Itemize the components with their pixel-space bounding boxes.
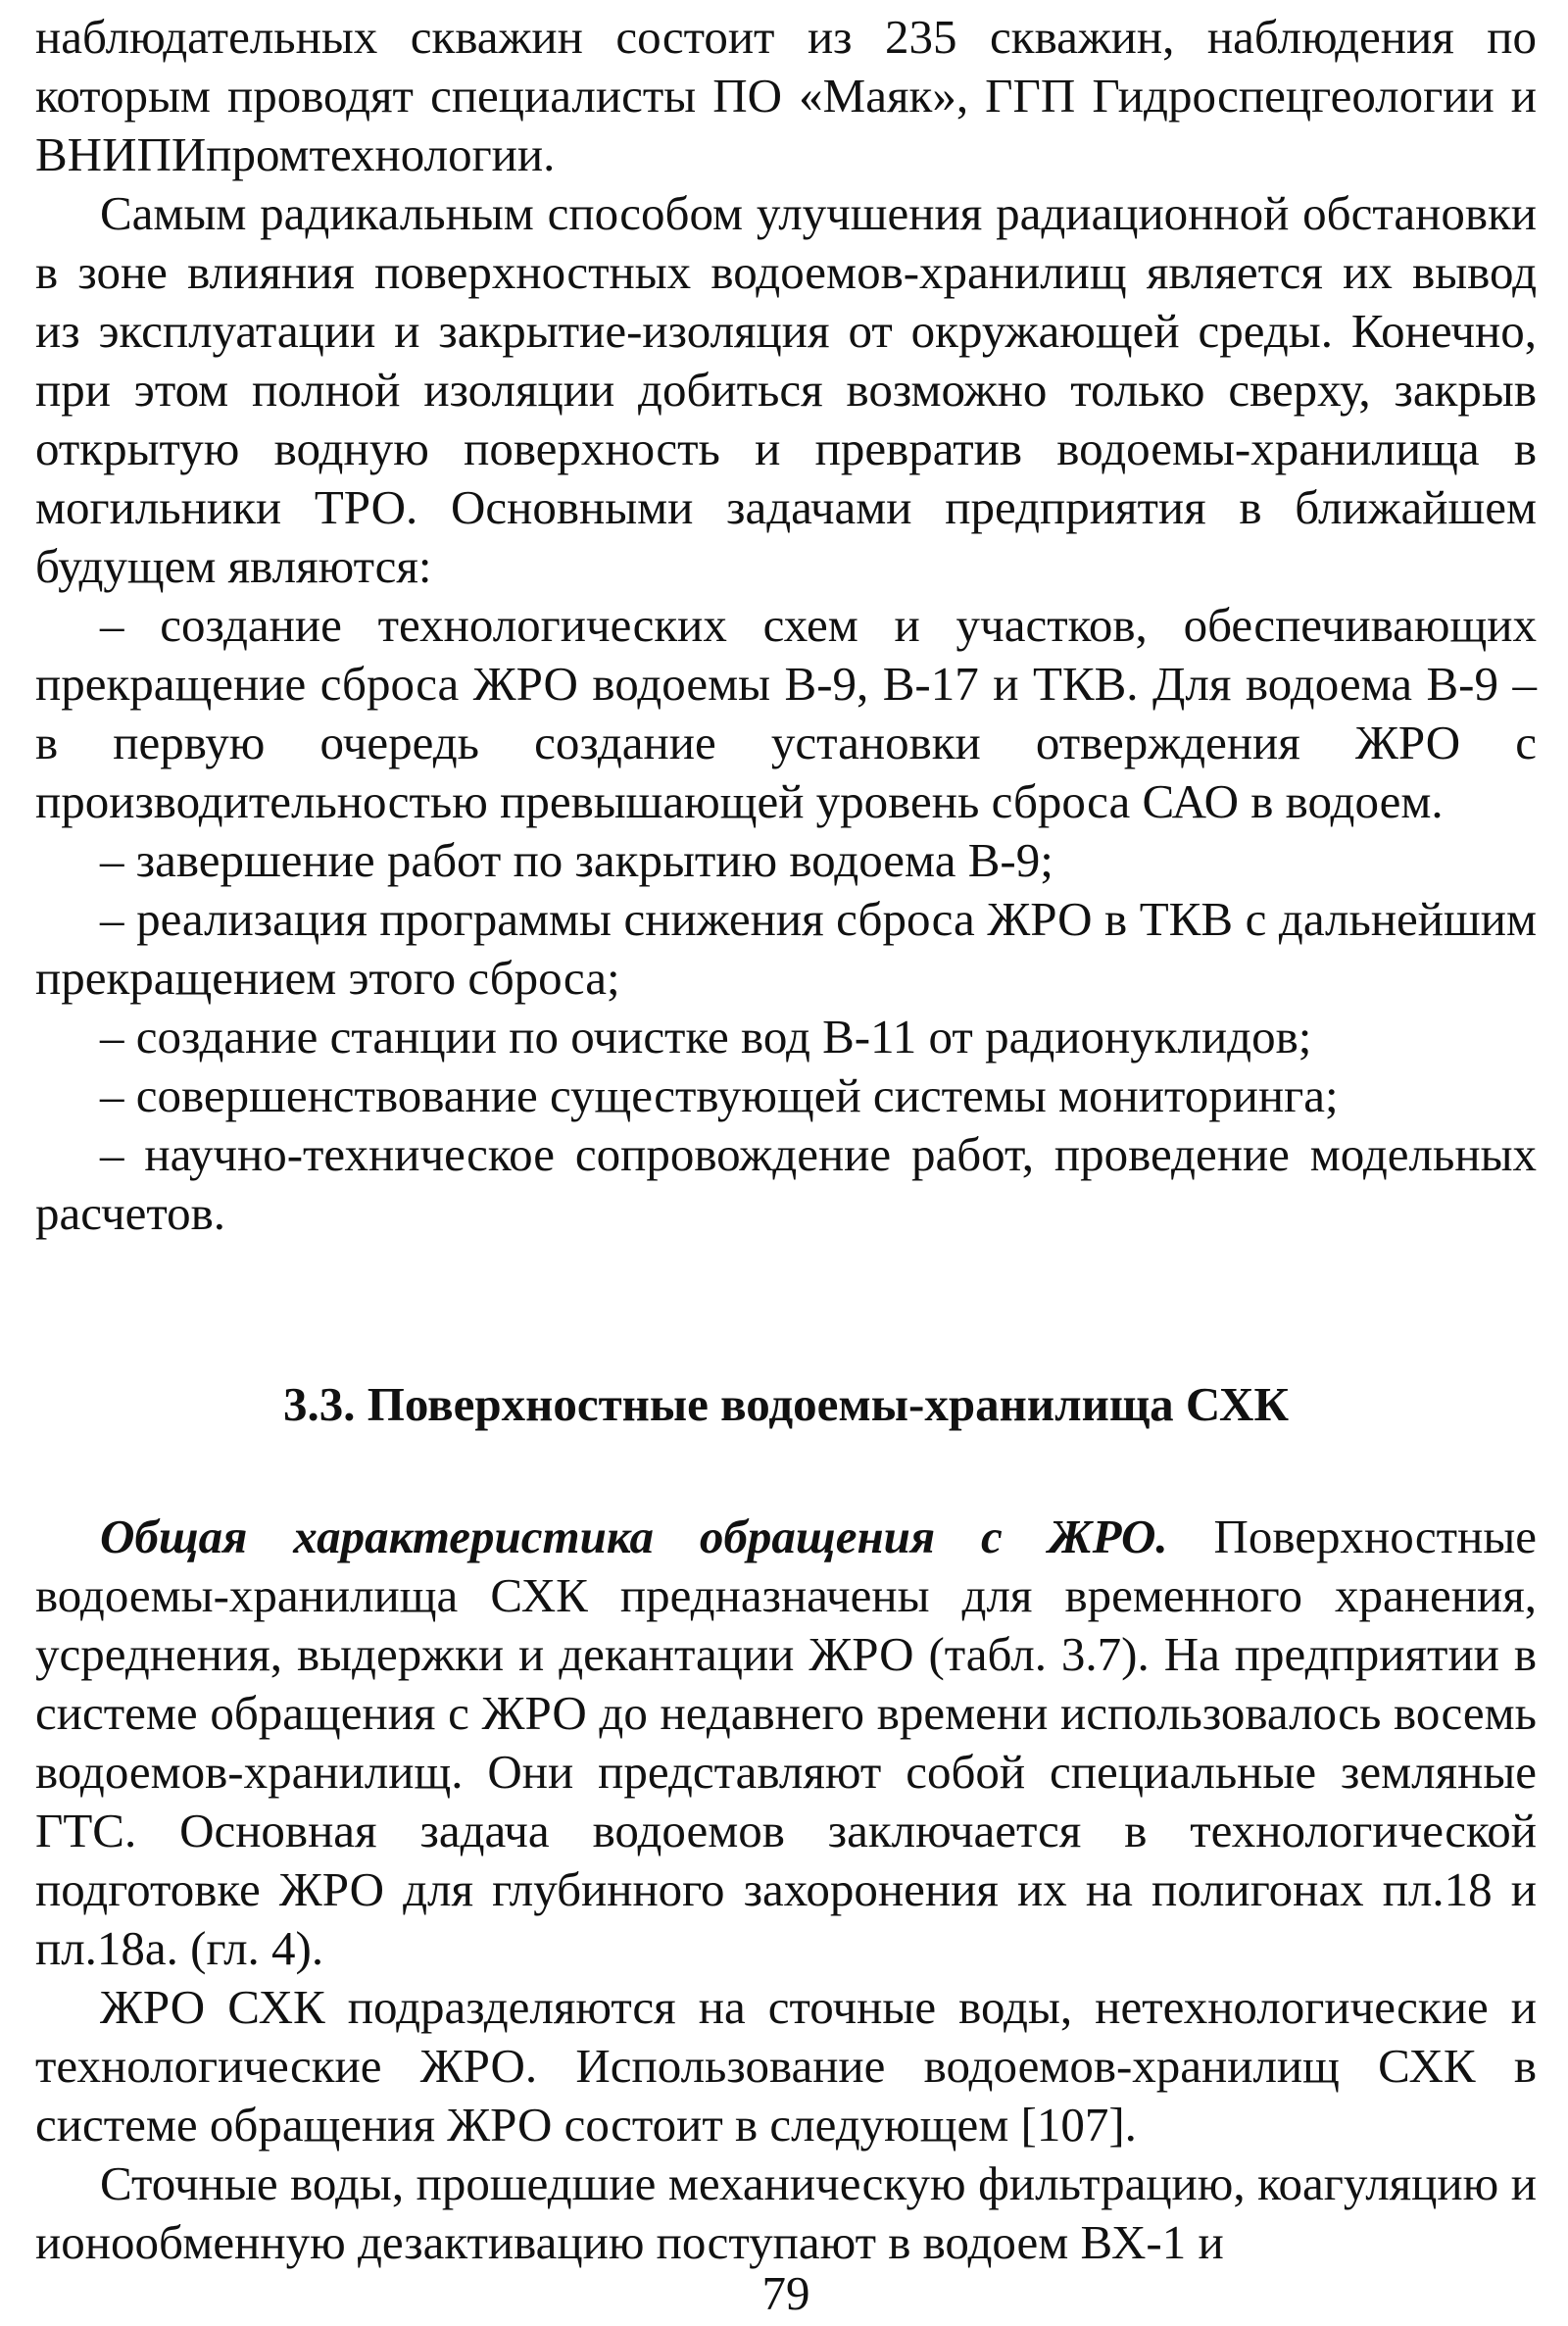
list-item-b11-station: – создание станции по очистке вод В-11 от радионуклидов; — [100, 1010, 1312, 1064]
list-item-tkv-program: – реализация программы снижения сброса ЖРО в ТКВ с дальнейшим прекращением этого сброса; — [35, 892, 1537, 1005]
list-item-monitoring: – совершенствование существующей системы мониторинга; — [100, 1068, 1339, 1122]
paragraph-waste-waters: Сточные воды, прошедшие механическую фильтрацию, коагуляцию и ионообменную дезактивацию поступают в водоем ВХ-1 и — [35, 2156, 1537, 2269]
lead-phrase: Общая характеристика обращения с ЖРО. — [100, 1509, 1168, 1563]
paragraph-radical-method: Самым радикальным способом улучшения радиационной обстановки в зоне влияния поверхностных водоемов-хранилищ является их вывод из эксплуатации и закрытие-изоляция от окружающей среды. Конечно, при этом полной изоляции добиться возможно только сверху, закрыв открытую водную поверхность и превратив водоемы-хранилища в могильники ТРО. Основными задачами предприятия в ближайшем будущем являются: — [35, 186, 1537, 593]
paragraph-general-characteristics-text: Поверхностные водоемы-хранилища СХК предназначены для временного хранения, усреднения, выдержки и декантации ЖРО (табл. 3.7). На предприятии в системе обращения с ЖРО до недавнего времени использовалось восемь водоемов-хранилищ. Они представляют собой специальные земляные ГТС. Основная задача водоемов заключается в технологической подготовке ЖРО для глубинного захоронения их на полигонах пл.18 и пл.18а. (гл. 4). — [35, 1509, 1537, 1975]
list-item-technological-schemes: – создание технологических схем и участков, обеспечивающих прекращение сброса ЖРО водоемы В-9, В-17 и ТКВ. Для водоема В-9 – в первую очередь создание установки отверждения ЖРО с производительностью превышающей уровень сброса САО в водоем. — [35, 598, 1537, 828]
page-number: 79 — [761, 2266, 810, 2320]
paragraph-continuation: наблюдательных скважин состоит из 235 скважин, наблюдения по которым проводят специалисты ПО «Маяк», ГГП Гидроспецгеологии и ВНИПИпромтехнологии. — [35, 10, 1537, 181]
list-item-scientific-support: – научно-техническое сопровождение работ, проведение модельных расчетов. — [35, 1127, 1537, 1240]
paragraph-classification: ЖРО СХК подразделяются на сточные воды, нетехнологические и технологические ЖРО. Использование водоемов-хранилищ СХК в системе обращения ЖРО состоит в следующем [107]. — [35, 1980, 1537, 2152]
document-page — [35, 0, 1537, 2326]
list-item-closure-b9: – завершение работ по закрытию водоема В-9; — [100, 833, 1054, 887]
text-block-bottom — [35, 1508, 1537, 2272]
section-heading: 3.3. Поверхностные водоемы-хранилища СХК — [283, 1377, 1289, 1431]
text-block-top — [35, 8, 1537, 1243]
paragraph-general-characteristics — [35, 1508, 1537, 1978]
